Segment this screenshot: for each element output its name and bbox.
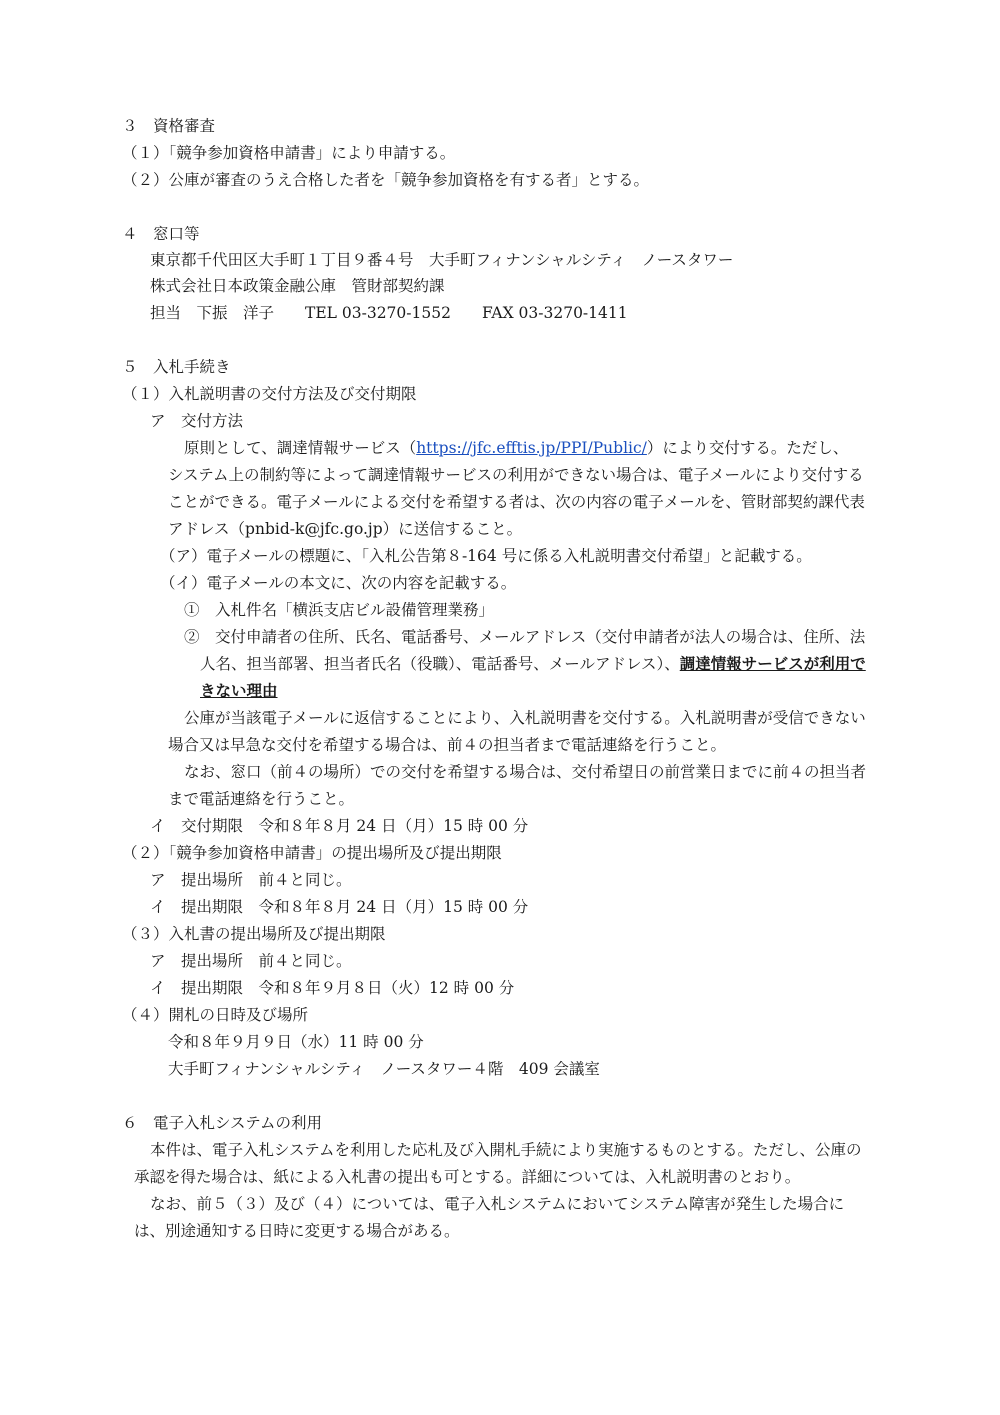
section-4-heading: ４ 窓口等 xyxy=(122,225,200,243)
s5-part2-place: ア 提出場所 前４と同じ。 xyxy=(150,871,352,889)
s5-part1-note-line2: まで電話連絡を行うこと。 xyxy=(168,790,355,808)
procurement-service-link[interactable]: https://jfc.efftis.jp/PPI/Public/ xyxy=(416,439,647,457)
s5-part1-circle-2-line3: きない理由 xyxy=(200,681,278,700)
s5-part3-place: ア 提出場所 前４と同じ。 xyxy=(150,952,352,970)
section-6-heading: ６ 電子入札システムの利用 xyxy=(122,1114,322,1132)
s6-line3: なお、前５（３）及び（４）については、電子入札システムにおいてシステム障害が発生した場合に xyxy=(150,1195,845,1213)
s5-part1-circle-2-underline: 調達情報サービスが利用で xyxy=(679,654,866,673)
contact-address: 東京都千代田区大手町１丁目９番４号 大手町フィナンシャルシティ ノースタワー xyxy=(150,251,734,269)
contact-organization: 株式会社日本政策金融公庫 管財部契約課 xyxy=(150,277,445,295)
s5-part1-sub-i: （イ）電子メールの本文に、次の内容を記載する。 xyxy=(160,574,517,592)
contact-person: 担当 下振 洋子 TEL 03-3270-1552 FAX 03-3270-1411 xyxy=(150,304,628,322)
s6-line1: 本件は、電子入札システムを利用した応札及び入開札手続により実施するものとする。ただし、公庫の xyxy=(150,1141,862,1159)
s5-part4-place: 大手町フィナンシャルシティ ノースタワー４階 409 会議室 xyxy=(168,1060,600,1078)
s5-part1-a: ア 交付方法 xyxy=(150,412,244,430)
s6-line2: 承認を得た場合は、紙による入札書の提出も可とする。詳細については、入札説明書のとおり。 xyxy=(134,1168,801,1186)
s5-part1-circle-2-line2-text: 人名、担当部署、担当者氏名（役職）、電話番号、メールアドレス）、 xyxy=(200,655,680,673)
s5-part1-title: （１）入札説明書の交付方法及び交付期限 xyxy=(122,385,417,403)
s5-part1-circle-2-line2 xyxy=(200,654,866,674)
s5-part1-note-line1: なお、窓口（前４の場所）での交付を希望する場合は、交付希望日の前営業日までに前４の担当者 xyxy=(184,763,867,781)
s5-part1-text-line3: ことができる。電子メールによる交付を希望する者は、次の内容の電子メールを、管財部契約課代表 xyxy=(168,493,865,511)
s5-part3-deadline: イ 提出期限 令和８年９月８日（火）12 時 00 分 xyxy=(150,979,515,997)
section-5-heading: ５ 入札手続き xyxy=(122,358,231,376)
s5-part1-sub-a: （ア）電子メールの標題に、「入札公告第８-164 号に係る入札説明書交付希望」と記載する。 xyxy=(160,547,812,565)
s5-part1-reply-line2: 場合又は早急な交付を希望する場合は、前４の担当者まで電話連絡を行うこと。 xyxy=(168,736,727,754)
s5-part2-title: （２）「競争参加資格申請書」の提出場所及び提出期限 xyxy=(122,844,502,862)
s5-part1-circle-1: ① 入札件名「横浜支店ビル設備管理業務」 xyxy=(184,601,495,619)
section-3-item-1: （１）「競争参加資格申請書」により申請する。 xyxy=(122,144,456,162)
s5-part3-title: （３）入札書の提出場所及び提出期限 xyxy=(122,925,386,943)
s5-part1-deadline: イ 交付期限 令和８年８月 24 日（月）15 時 00 分 xyxy=(150,817,529,835)
s5-part1-text-pre: 原則として、調達情報サービス（ xyxy=(184,439,417,457)
s5-part1-circle-2-line1: ② 交付申請者の住所、氏名、電話番号、メールアドレス（交付申請者が法人の場合は、住所、法 xyxy=(184,628,866,646)
s5-part1-text-post: ）により交付する。ただし、 xyxy=(646,439,849,457)
s5-part4-date: 令和８年９月９日（水）11 時 00 分 xyxy=(168,1033,424,1051)
s5-part2-deadline: イ 提出期限 令和８年８月 24 日（月）15 時 00 分 xyxy=(150,898,529,916)
s5-part1-text-line1 xyxy=(184,438,848,458)
s5-part1-text-line4: アドレス（pnbid-k@jfc.go.jp）に送信すること。 xyxy=(168,520,523,538)
s6-line4: は、別途通知する日時に変更する場合がある。 xyxy=(134,1222,460,1240)
s5-part4-title: （４）開札の日時及び場所 xyxy=(122,1006,309,1024)
section-3-heading: ３ 資格審査 xyxy=(122,117,216,135)
s5-part1-reply-line1: 公庫が当該電子メールに返信することにより、入札説明書を交付する。入札説明書が受信できない xyxy=(184,709,866,727)
section-3-item-2: （２）公庫が審査のうえ合格した者を「競争参加資格を有する者」とする。 xyxy=(122,171,650,189)
s5-part1-text-line2: システム上の制約等によって調達情報サービスの利用ができない場合は、電子メールにより交付する xyxy=(168,466,864,484)
